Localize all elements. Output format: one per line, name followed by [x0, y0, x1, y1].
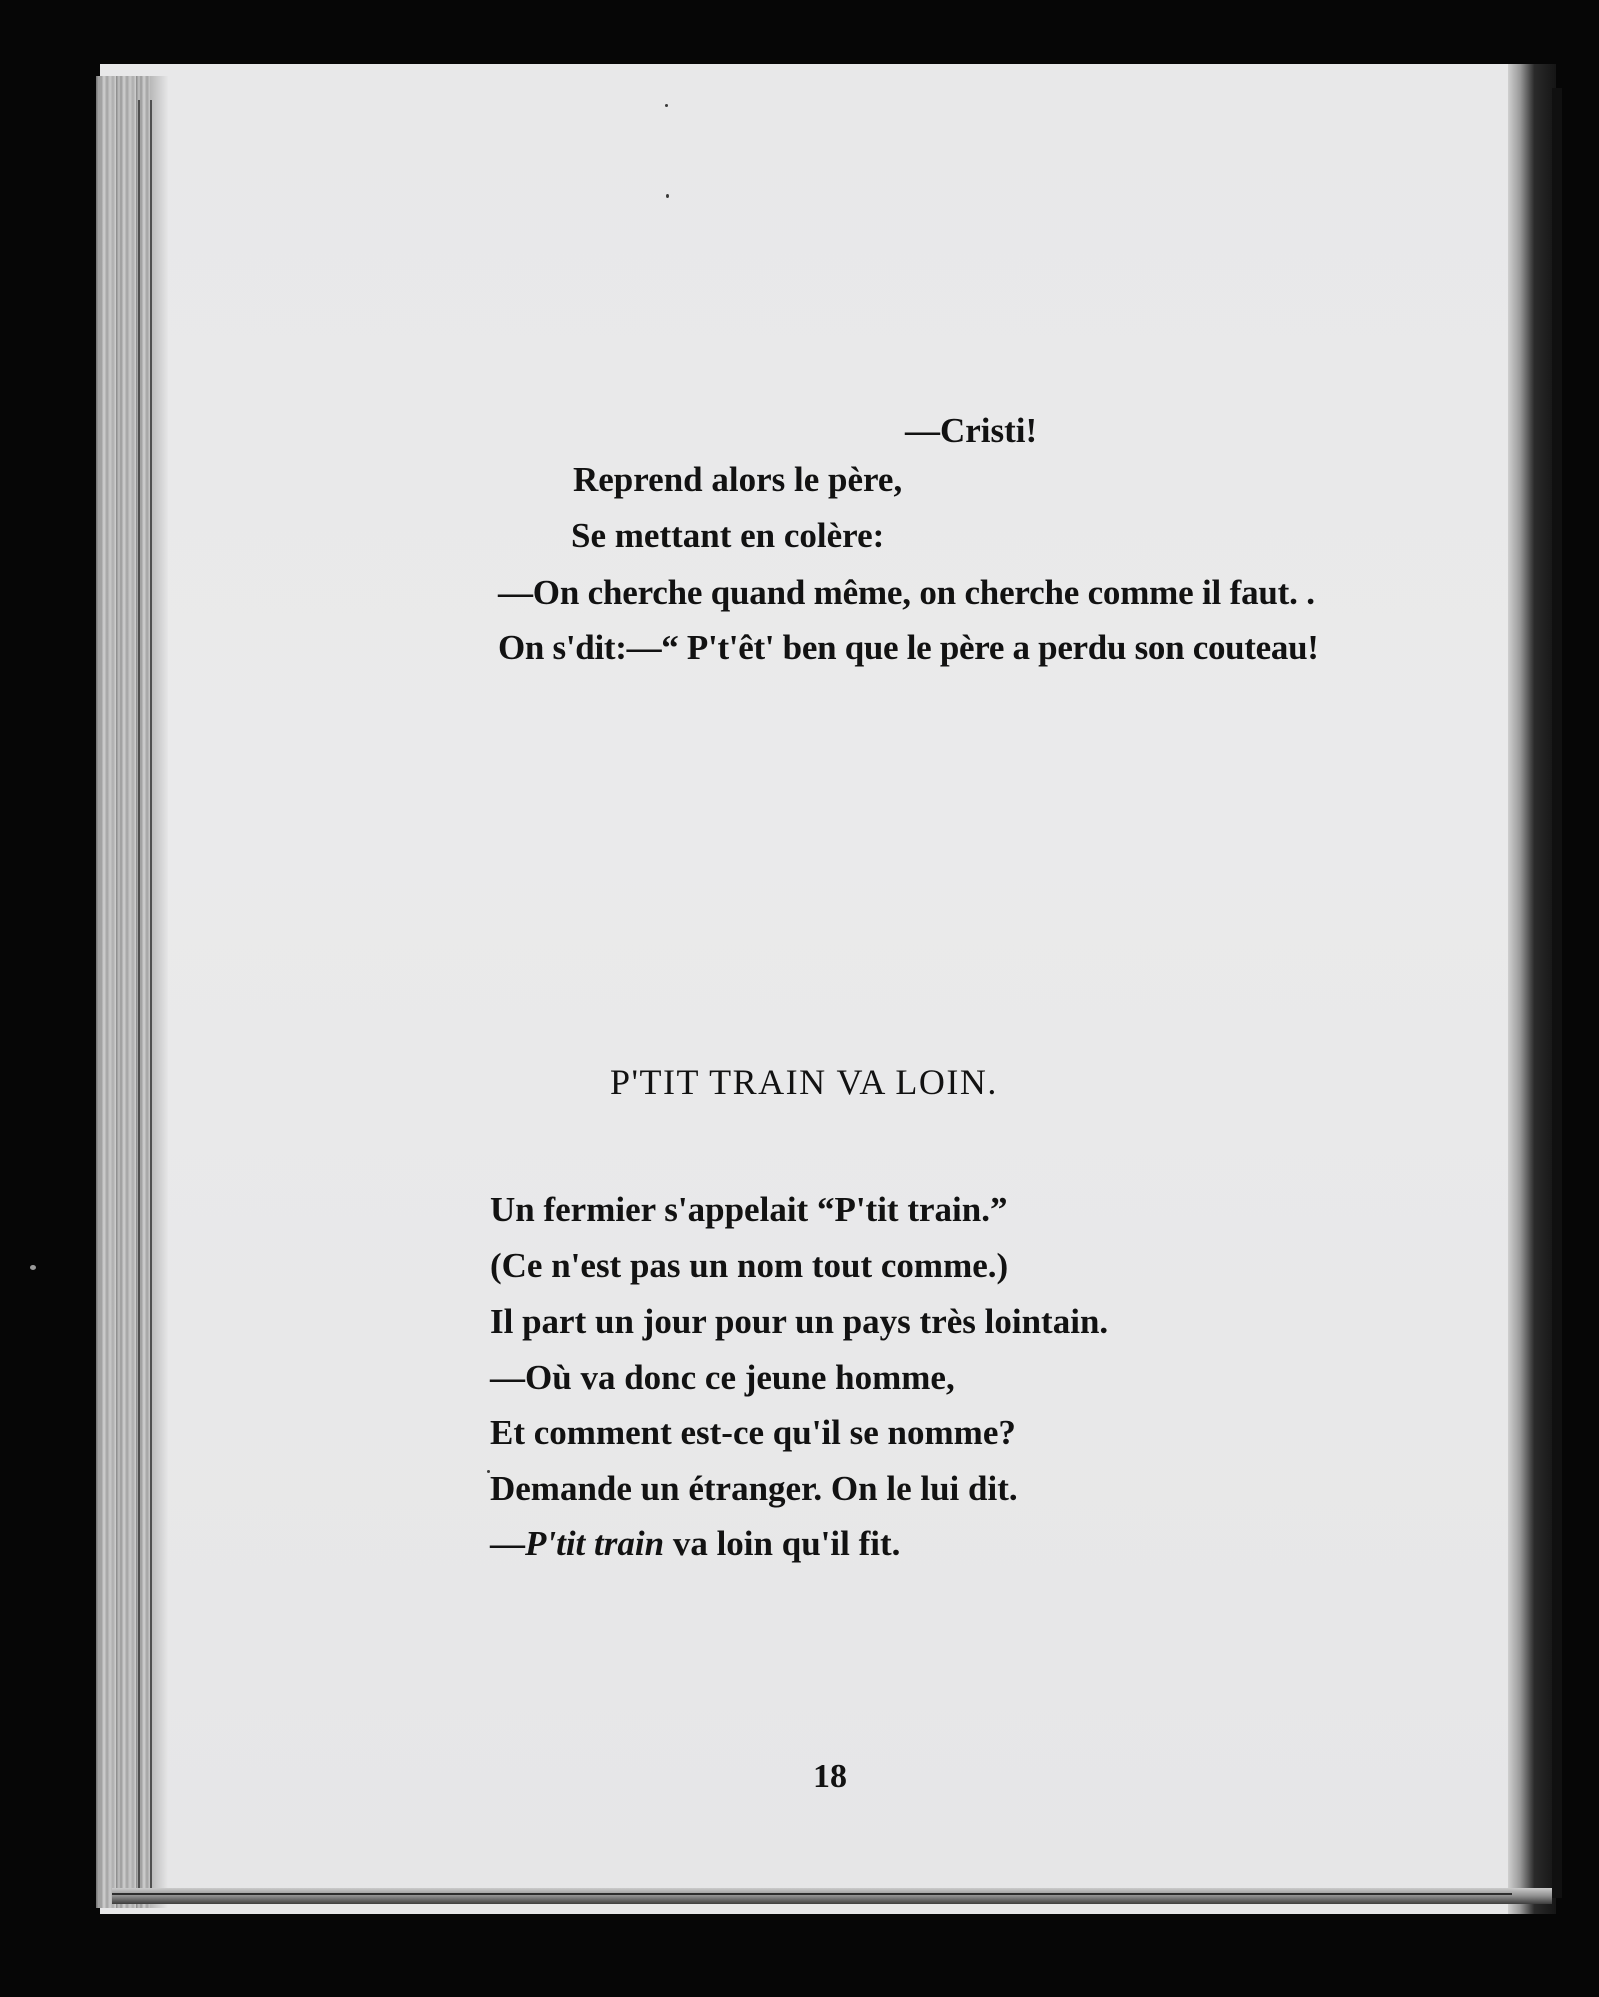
poem-title: P'TIT TRAIN VA LOIN.	[610, 1062, 998, 1102]
scan-speck	[666, 194, 669, 198]
verse-line: —On cherche quand même, on cherche comme il faut. .	[498, 573, 1315, 612]
right-page-edge	[1552, 88, 1562, 1898]
poem-line: Un fermier s'appelait “P'tit train.”	[490, 1190, 1008, 1229]
binding-rule	[150, 100, 152, 1890]
right-page-shadow	[1508, 64, 1556, 1914]
scan-speck	[665, 104, 668, 107]
scan-speck	[487, 1470, 490, 1473]
scanned-page	[100, 64, 1552, 1914]
binding-rule	[138, 100, 140, 1890]
page-binding-edge	[96, 76, 156, 1908]
verse-line: On s'dit:—“ P't'êt' ben que le père a perdu son couteau!	[498, 628, 1319, 667]
page-number: 18	[813, 1758, 847, 1795]
dash: —	[490, 1524, 525, 1563]
poem-line: Demande un étranger. On le lui dit.	[490, 1469, 1018, 1508]
poem-line: (Ce n'est pas un nom tout comme.)	[490, 1246, 1009, 1285]
verse-line-cristi: —Cristi!	[905, 411, 1038, 450]
bottom-rule	[112, 1893, 1512, 1895]
verse-line: Reprend alors le père,	[573, 460, 903, 499]
poem-line: —Où va donc ce jeune homme,	[490, 1358, 955, 1397]
poem-line: Il part un jour pour un pays très lointain.	[490, 1302, 1109, 1341]
verse-line: Se mettant en colère:	[571, 516, 885, 555]
binding-shadow	[150, 76, 168, 1908]
poem-line: Et comment est-ce qu'il se nomme?	[490, 1413, 1016, 1452]
poem-last-line	[490, 1524, 900, 1564]
scan-speck	[30, 1265, 36, 1270]
bottom-page-edge	[112, 1888, 1552, 1904]
italic-phrase: P'tit train	[525, 1524, 665, 1563]
line-rest: va loin qu'il fit.	[664, 1524, 901, 1563]
